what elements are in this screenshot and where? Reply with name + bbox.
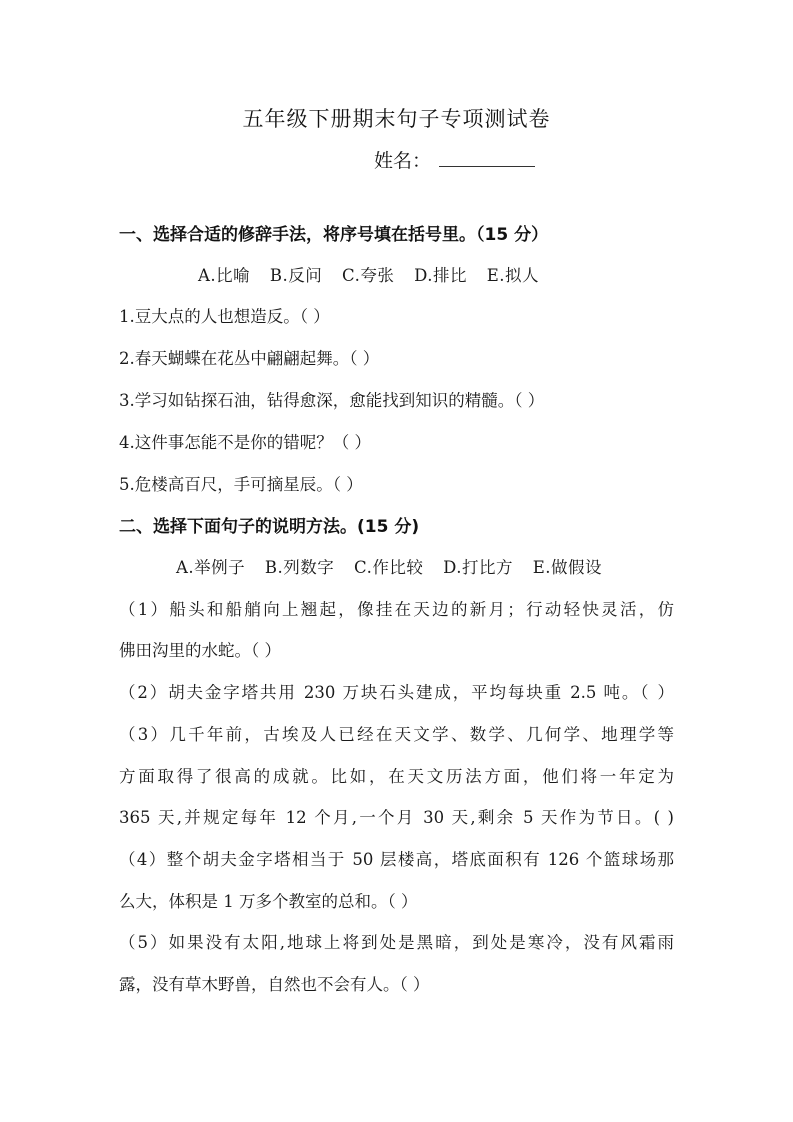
s2-q3-line1: （3）几千年前，古埃及人已经在天文学、数学、几何学、地理学等 <box>119 725 674 744</box>
option-e: E.拟人 <box>486 266 540 285</box>
option-c: C.夸张 <box>342 266 395 285</box>
option-d: D.排比 <box>414 266 467 285</box>
question-1: 1.豆大点的人也想造反。（ ） <box>119 307 330 326</box>
s2-q1-line1: （1）船头和船艄向上翘起，像挂在天边的新月；行动轻快灵活，仿 <box>119 600 674 619</box>
option-b: B.反问 <box>269 266 323 285</box>
page-title: 五年级下册期末句子专项测试卷 <box>242 107 551 131</box>
question-4: 4.这件事怎能不是你的错呢？（ ） <box>119 433 371 452</box>
s2-q3-line2: 方面取得了很高的成就。比如，在天文历法方面，他们将一年定为 <box>119 767 674 786</box>
s2-q4-line1: （4）整个胡夫金字塔相当于 50 层楼高，塔底面积有 126 个篮球场那 <box>119 850 674 869</box>
name-blank[interactable] <box>439 148 535 167</box>
option-a: A.举例子 <box>176 558 246 577</box>
s2-q5-line1: （5）如果没有太阳,地球上将到处是黑暗，到处是寒冷，没有风霜雨 <box>119 933 674 952</box>
question-2: 2.春天蝴蝶在花丛中翩翩起舞。（ ） <box>119 349 380 368</box>
option-b: B.列数字 <box>264 558 335 577</box>
question-5: 5.危楼高百尺，手可摘星辰。（ ） <box>119 475 363 494</box>
s2-q5-line2: 露，没有草木野兽，自然也不会有人。（ ） <box>119 975 430 994</box>
s2-q4-line2: 么大，体积是 1 万多个教室的总和。（ ） <box>119 892 418 911</box>
section2-options <box>176 554 616 578</box>
s2-q1-line2: 佛田沟里的水蛇。（ ） <box>119 641 281 660</box>
name-field <box>374 146 535 173</box>
section1-options <box>198 262 553 286</box>
option-c: C.作比较 <box>354 558 424 577</box>
section2-heading: 二、选择下面句子的说明方法。(15 分) <box>119 517 420 537</box>
option-a: A.比喻 <box>198 266 251 285</box>
option-e: E.做假设 <box>532 558 603 577</box>
question-3: 3.学习如钻探石油，钻得愈深，愈能找到知识的精髓。（ ） <box>119 391 545 410</box>
name-label: 姓名： <box>374 150 432 172</box>
s2-q2-line1: （2）胡夫金字塔共用 230 万块石头建成，平均每块重 2.5 吨。（ ） <box>119 683 674 702</box>
option-d: D.打比方 <box>443 558 513 577</box>
s2-q3-line3: 365 天,并规定每年 12 个月,一个月 30 天,剩余 5 天作为节日。( ) <box>119 808 674 827</box>
section1-heading: 一、选择合适的修辞手法，将序号填在括号里。（15 分） <box>119 225 549 245</box>
